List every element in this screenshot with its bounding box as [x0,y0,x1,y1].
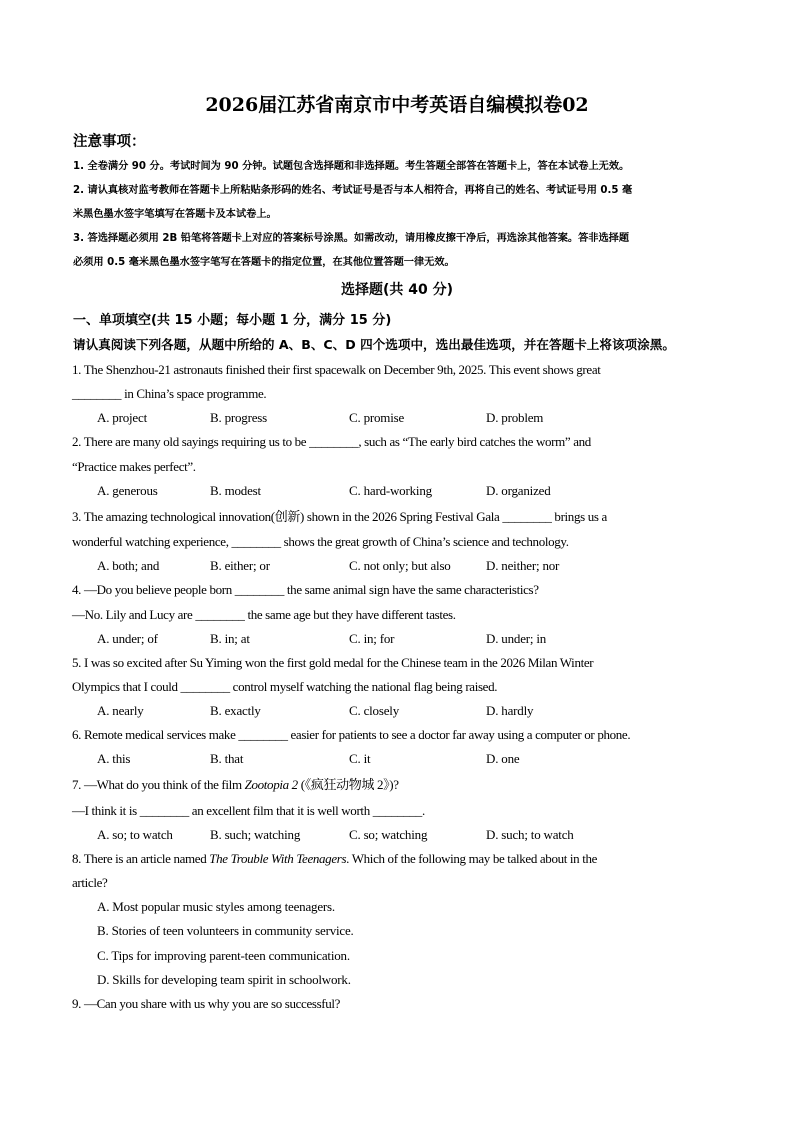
question-2-options [0,483,794,503]
note-line: 米黑色墨水签字笔填写在答题卡及本试卷上。 [73,209,277,220]
question-5-line-2: Olympics that I could ________ control myself watching the national flag being raised. [72,679,498,694]
option-d: D. problem [486,410,544,425]
question-8-text-pre: 8. There is an article named [72,851,210,866]
question-1-options [0,410,794,430]
question-5-options [0,703,794,723]
question-2-line-2: “Practice makes perfect”. [72,459,196,474]
question-4-options [0,631,794,651]
option-b: B. that [210,751,244,766]
question-7-options [0,827,794,847]
question-4-line-1: 4. —Do you believe people born ________ the same animal sign have the same characteristics? [72,582,539,597]
question-8-text-post: . Which of the following may be talked about in the [346,851,598,866]
question-7-text-post: (《疯狂动物城 2》)? [297,777,399,792]
question-3-line-2: wonderful watching experience, ________ shows the great growth of China’s science and technology. [72,534,569,549]
option-c: C. in; for [349,631,395,646]
option-b: B. progress [210,410,268,425]
note-line: 3. 答选择题必须用 2B 铅笔将答题卡上对应的答案标号涂黑。如需改动，请用橡皮擦干净后，再选涂其他答案。答非选择题 [73,233,630,244]
option-a: A. this [97,751,131,766]
note-line: 必须用 0.5 毫米黑色墨水签字笔写在答题卡的指定位置，在其他位置答题一律无效。 [73,257,455,268]
option-c: C. Tips for improving parent-teen communication. [97,948,350,963]
option-c: C. hard-working [349,483,432,498]
option-a: A. Most popular music styles among teenagers. [97,899,335,914]
option-d: D. such; to watch [486,827,574,842]
option-c: C. promise [349,410,405,425]
option-a: A. project [97,410,147,425]
option-b: B. Stories of teen volunteers in community service. [97,923,354,938]
option-a: A. under; of [97,631,158,646]
question-6-options [0,751,794,771]
option-b: B. in; at [210,631,250,646]
notes-heading: 注意事项： [73,134,146,150]
option-c: C. not only; but also [349,558,451,573]
question-8-line-1 [72,847,732,872]
option-c: C. closely [349,703,399,718]
part-instruction: 请认真阅读下列各题，从题中所给的 A、B、C、D 四个选项中，选出最佳选项，并在答题卡上将该项涂黑。 [73,337,675,352]
question-3-options [0,558,794,578]
question-7-film-title: Zootopia 2 [244,777,298,792]
option-d: D. organized [486,483,551,498]
question-7-line-1 [72,773,732,798]
option-b: B. such; watching [210,827,301,842]
option-d: D. under; in [486,631,547,646]
question-9-line-1: 9. —Can you share with us why you are so successful? [72,996,341,1011]
question-8-line-2: article? [72,875,108,890]
option-b: B. either; or [210,558,270,573]
question-1-line-2: ________ in China’s space programme. [72,386,267,401]
question-4-line-2: —No. Lily and Lucy are ________ the same age but they have different tastes. [72,607,456,622]
page-title: 2026届江苏省南京市中考英语自编模拟卷02 [205,94,589,116]
option-a: A. so; to watch [97,827,173,842]
question-1-line-1: 1. The Shenzhou-21 astronauts finished their first spacewalk on December 9th, 2025. This event shows great [72,362,601,377]
question-2-line-1: 2. There are many old sayings requiring us to be ________, such as “The early bird catches the worm” and [72,434,591,449]
question-8-article-title: The Trouble With Teenagers [209,851,347,866]
question-6-line-1: 6. Remote medical services make ________ easier for patients to see a doctor far away using a computer or phone. [72,727,631,742]
option-a: A. nearly [97,703,144,718]
part-heading: 一、单项填空(共 15 小题；每小题 1 分，满分 15 分) [73,313,392,328]
option-c: C. it [349,751,371,766]
option-b: B. exactly [210,703,261,718]
option-d: D. Skills for developing team spirit in schoolwork. [97,972,351,987]
note-line: 1. 全卷满分 90 分。考试时间为 90 分钟。试题包含选择题和非选择题。考生答题全部答在答题卡上，答在本试卷上无效。 [73,161,630,172]
option-d: D. hardly [486,703,534,718]
question-7-text-pre: 7. —What do you think of the film [72,777,245,792]
option-c: C. so; watching [349,827,428,842]
option-d: D. one [486,751,520,766]
question-3-line-1: 3. The amazing technological innovation(创新) shown in the 2026 Spring Festival Gala ________ brings us a [72,509,607,524]
question-5-line-1: 5. I was so excited after Su Yiming won the first gold medal for the Chinese team in the 2026 Milan Winter [72,655,594,670]
option-d: D. neither; nor [486,558,560,573]
option-b: B. modest [210,483,261,498]
section-title: 选择题(共 40 分) [340,282,454,298]
option-a: A. both; and [97,558,160,573]
option-a: A. generous [97,483,158,498]
question-7-line-2: —I think it is ________ an excellent film that it is well worth ________. [72,803,425,818]
note-line: 2. 请认真核对监考教师在答题卡上所粘贴条形码的姓名、考试证号是否与本人相符合，再将自己的姓名、考试证号用 0.5 毫 [73,185,633,196]
